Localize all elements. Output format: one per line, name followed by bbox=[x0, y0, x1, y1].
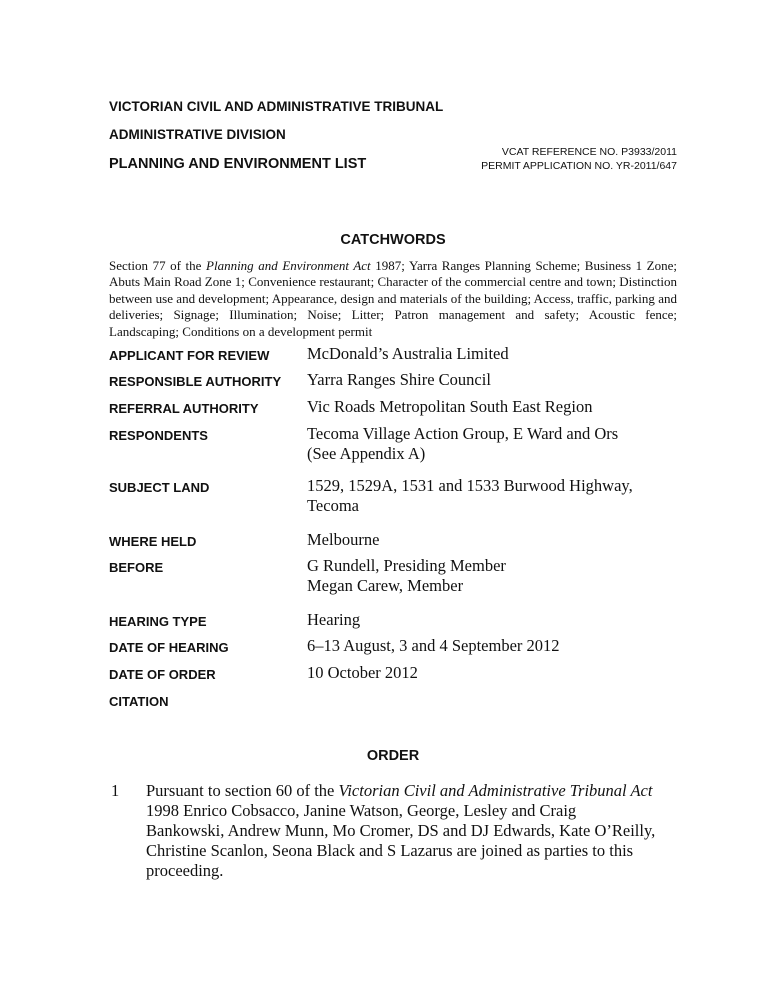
order-line: Bankowski, Andrew Munn, Mo Cromer, DS and DJ Edwards, Kate O’Reilly, bbox=[146, 821, 656, 840]
detail-label: BEFORE bbox=[109, 560, 164, 575]
detail-value-line: Tecoma Village Action Group, E Ward and Ors bbox=[307, 424, 619, 443]
detail-value bbox=[307, 397, 592, 417]
detail-value bbox=[307, 610, 360, 630]
detail-value-line: Melbourne bbox=[307, 530, 380, 549]
vcat-reference: VCAT REFERENCE NO. P3933/2011 bbox=[501, 146, 677, 158]
catchwords-act: Planning and Environment Act bbox=[206, 258, 371, 273]
detail-label: HEARING TYPE bbox=[109, 614, 207, 629]
detail-value-line: Vic Roads Metropolitan South East Region bbox=[307, 397, 593, 416]
order-item-text bbox=[146, 781, 689, 881]
detail-value bbox=[307, 663, 418, 683]
order-line: Christine Scanlon, Seona Black and S Lazarus are joined as parties to this bbox=[146, 841, 634, 860]
order-line: proceeding. bbox=[146, 861, 224, 880]
tribunal-title: VICTORIAN CIVIL AND ADMINISTRATIVE TRIBUNAL bbox=[109, 99, 444, 114]
detail-label: DATE OF HEARING bbox=[109, 640, 229, 655]
detail-value bbox=[307, 476, 633, 516]
detail-label: RESPONDENTS bbox=[109, 428, 208, 443]
detail-value-line: 6–13 August, 3 and 4 September 2012 bbox=[307, 636, 560, 655]
detail-value bbox=[307, 556, 506, 596]
catchwords-post: 1987; Yarra Ranges Planning Scheme; Business 1 Zone; Abuts Main Road Zone 1; Convenience restaurant; Character of the commercial centre and town; Distinction between use and development; Appearance, design and materials of the building; Access, traffic, parking and deliveries; Signage; Illumination; Noise; Litter; Patron management and safety; Acoustic fence; Landscaping; Conditions on a development permit bbox=[109, 258, 677, 339]
detail-value-line: Tecoma bbox=[307, 496, 359, 515]
order-item bbox=[109, 781, 689, 881]
detail-label: SUBJECT LAND bbox=[109, 480, 210, 495]
catchwords-text bbox=[109, 258, 677, 340]
detail-value-line: (See Appendix A) bbox=[307, 444, 426, 463]
detail-label: WHERE HELD bbox=[109, 534, 197, 549]
order-act: Victorian Civil and Administrative Tribunal Act bbox=[338, 781, 653, 800]
order-item-number: 1 bbox=[111, 781, 120, 800]
detail-value bbox=[307, 344, 509, 364]
detail-value-line: 1529, 1529A, 1531 and 1533 Burwood Highway, bbox=[307, 476, 633, 495]
reference-block bbox=[481, 145, 677, 173]
detail-value bbox=[307, 530, 379, 550]
catchwords-pre: Section 77 of the bbox=[109, 258, 207, 273]
detail-value bbox=[307, 424, 618, 464]
list-title: PLANNING AND ENVIRONMENT LIST bbox=[109, 156, 367, 172]
permit-application: PERMIT APPLICATION NO. YR-2011/647 bbox=[481, 160, 677, 172]
detail-value bbox=[307, 636, 560, 656]
detail-label: RESPONSIBLE AUTHORITY bbox=[109, 374, 282, 389]
order-text-pre: Pursuant to section 60 of the bbox=[146, 781, 339, 800]
detail-value-line: Megan Carew, Member bbox=[307, 576, 464, 595]
detail-value-line: Hearing bbox=[307, 610, 361, 629]
detail-label: CITATION bbox=[109, 694, 169, 709]
order-line: 1998 Enrico Cobsacco, Janine Watson, George, Lesley and Craig bbox=[146, 801, 577, 820]
detail-value-line: G Rundell, Presiding Member bbox=[307, 556, 506, 575]
detail-label: REFERRAL AUTHORITY bbox=[109, 401, 259, 416]
detail-label: APPLICANT FOR REVIEW bbox=[109, 348, 270, 363]
order-heading: ORDER bbox=[366, 748, 420, 764]
detail-label: DATE OF ORDER bbox=[109, 667, 216, 682]
detail-value bbox=[307, 370, 491, 390]
catchwords-heading: CATCHWORDS bbox=[340, 232, 446, 248]
detail-value-line: Yarra Ranges Shire Council bbox=[307, 370, 491, 389]
detail-value-line: McDonald’s Australia Limited bbox=[307, 344, 509, 363]
detail-value-line: 10 October 2012 bbox=[307, 663, 418, 682]
division-title: ADMINISTRATIVE DIVISION bbox=[109, 127, 286, 142]
